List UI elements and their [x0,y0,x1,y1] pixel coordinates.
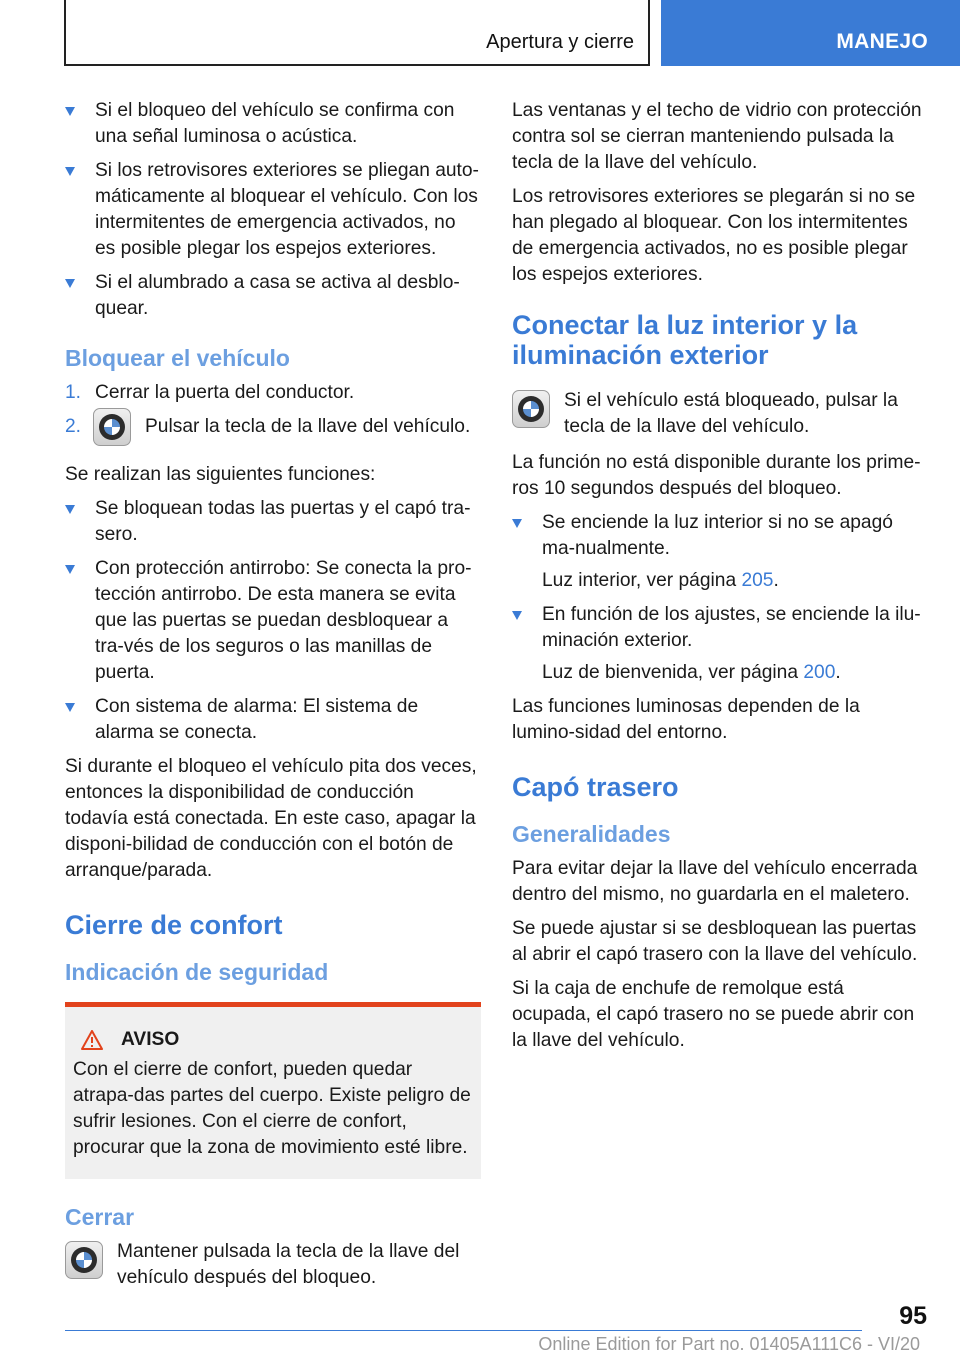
safety-note-heading: Indicación de seguridad [65,959,329,985]
step-1 [65,380,481,406]
bmw-key-button-icon [93,408,131,446]
mirrors-paragraph: Los retrovisores exteriores se plegarán si no se han plegado al bloquear. Con los intermitentes de emergencia activados, no es posible plegar los espejos exteriores. [512,186,916,285]
bullet-text: Si el alumbrado a casa se activa al desblo‐quear. [95,272,460,319]
step-text: Pulsar la tecla de la llave del vehículo. [145,416,471,437]
left-column [65,98,481,1301]
warning-text: Con el cierre de confort, pueden quedar atrapa‐das partes del cuerpo. Existe peligro de sufrir lesiones. Con el cierre de confort, procurar que la zona de movimiento esté libre. [73,1059,471,1158]
trunk-heading: Capó trasero [512,772,679,802]
bullet-text: Se bloquean todas las puertas y el capó tra‐sero. [95,498,471,545]
general-heading: Generalidades [512,821,671,847]
edition-footer: Online Edition for Part no. 01405A111C6 - VI/20 [538,1334,920,1354]
step-number: 2. [65,416,82,437]
functions-intro: Se realizan las siguientes funciones: [65,464,376,485]
cross-reference: Luz interior, ver página 205. [542,570,779,591]
warning-triangle-icon [81,1030,103,1050]
list-item [65,98,481,150]
list-item [65,158,481,262]
step-2 [65,414,481,454]
bullet-triangle-icon [65,107,75,116]
light-heading: Conectar la luz interior y la iluminación exterior [512,310,858,370]
list-item [512,602,926,686]
header-chapter-tab [661,0,960,66]
bmw-key-button-icon [512,390,550,428]
luminous-paragraph: Las funciones luminosas dependen de la lumino‐sidad del entorno. [512,696,860,743]
trunk-paragraph-1: Para evitar dejar la llave del vehículo encerrada dentro del mismo, no guardarla en el maletero. [512,858,918,905]
comfort-close-heading: Cierre de confort [65,910,283,940]
close-instruction [65,1239,481,1291]
cross-reference: Luz de bienvenida, ver página 200. [542,662,841,683]
close-heading: Cerrar [65,1204,135,1230]
list-item [512,510,926,594]
light-instruction-text: Si el vehículo está bloqueado, pulsar la tecla de la llave del vehículo. [564,390,898,437]
bullet-text: Con sistema de alarma: El sistema de alarma se conecta. [95,696,419,743]
right-column [512,98,926,1062]
bullet-text: Si el bloqueo del vehículo se confirma con una señal luminosa o acústica. [95,100,455,147]
bullet-text: En función de los ajustes, se enciende la ilu‐minación exterior. [542,604,921,651]
bullet-text: Si los retrovisores exteriores se pliegan auto‐máticamente al bloquear el vehículo. Con los intermitentes de emergencia activados, no es posible plegar los espejos exteriores. [95,160,479,259]
step-number: 1. [65,382,82,403]
bullet-triangle-icon [65,703,75,712]
trunk-paragraph-2: Se puede ajustar si se desbloquean las puertas al abrir el capó trasero con la llave del vehículo. [512,918,918,965]
list-item [65,556,481,686]
footer-divider [65,1330,862,1331]
warning-title-row [73,1027,473,1053]
bullet-triangle-icon [512,519,522,528]
bullet-triangle-icon [65,505,75,514]
header-chapter-title: MANEJO [836,30,928,53]
bmw-key-button-icon [65,1241,103,1279]
page-number: 95 [899,1302,927,1330]
step-text: Cerrar la puerta del conductor. [95,382,355,403]
list-item [65,496,481,548]
bullet-triangle-icon [512,611,522,620]
lock-vehicle-heading: Bloquear el vehículo [65,345,290,371]
bullet-triangle-icon [65,565,75,574]
bullet-triangle-icon [65,167,75,176]
bullet-text: Con protección antirrobo: Se conecta la pro‐tección antirrobo. De esta manera se evita que las puertas se puedan desbloquear a tra‐vés de los seguros o las manillas de puerta. [95,558,472,683]
list-item [65,270,481,322]
close-text: Mantener pulsada la tecla de la llave del vehículo después del bloqueo. [117,1241,460,1288]
header-section-title: Apertura y cierre [486,31,634,53]
honk-paragraph: Si durante el bloqueo el vehículo pita dos veces, entonces la disponibilidad de conducción todavía está conectada. En este caso, apagar la disponi‐bilidad de conducción con el botón de arranque/parada. [65,756,477,881]
bullet-triangle-icon [65,279,75,288]
trunk-paragraph-3: Si la caja de enchufe de remolque está ocupada, el capó trasero no se puede abrir con la llave del vehículo. [512,978,915,1051]
list-item [65,694,481,746]
unavailable-paragraph: La función no está disponible durante los prime‐ros 10 segundos después del bloqueo. [512,452,921,499]
windows-paragraph: Las ventanas y el techo de vidrio con protección contra sol se cierran manteniendo pulsada la tecla de la llave del vehículo. [512,100,922,173]
page-link-205[interactable]: 205 [741,570,774,591]
header-section-tab [64,0,650,66]
warning-title: AVISO [121,1029,180,1050]
warning-box [65,1002,481,1179]
light-instruction [512,388,926,440]
page-link-200[interactable]: 200 [803,662,836,683]
bullet-text: Se enciende la luz interior si no se apagó ma‐nualmente. [542,512,893,559]
